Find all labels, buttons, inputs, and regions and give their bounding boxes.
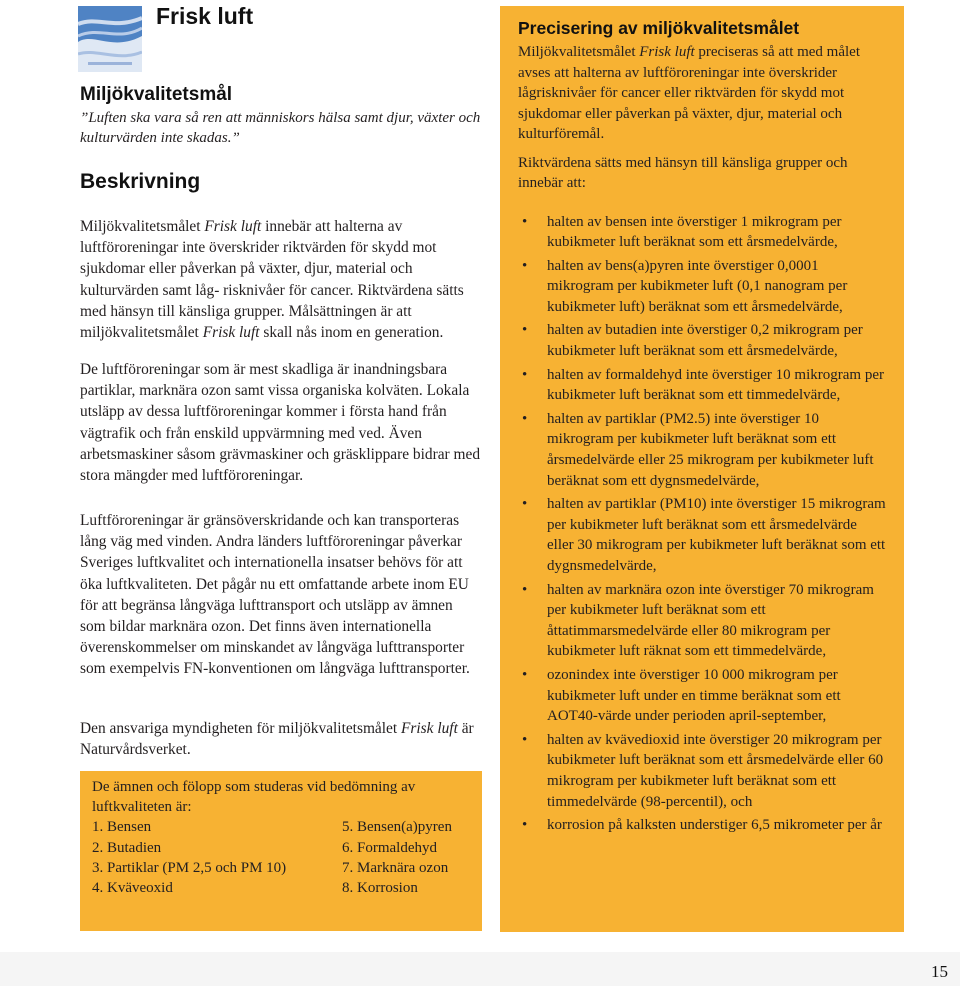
precisering-panel <box>500 6 904 932</box>
criteria-list <box>518 212 886 836</box>
studied-substances-intro: De ämnen och fölopp som studeras vid bedömning av luftkvaliteten är: <box>92 779 416 816</box>
list-item: 3. Partiklar (PM 2,5 och PM 10) <box>92 859 287 876</box>
footer-band <box>0 952 960 986</box>
criteria-item: • halten av butadien inte överstiger 0,2 mikrogram per kubikmeter luft beräknat som ett årsmedelvärde, <box>518 320 886 361</box>
criteria-item: • korrosion på kalksten understiger 6,5 mikrometer per år <box>518 815 886 836</box>
goal-name-italic: Frisk luft <box>400 720 458 737</box>
criteria-item: • halten av marknära ozon inte överstiger 70 mikrogram per kubikmeter luft beräknat som ett åttatimmarsmedelvärde eller 80 mikrogram per kubikmeter luft räknat som ett timmedelvärde, <box>518 580 886 662</box>
criteria-item: • halten av formaldehyd inte överstiger 10 mikrogram per kubikmeter luft beräknat som ett timmedelvärde, <box>518 365 886 406</box>
list-item: 8. Korrosion <box>342 880 418 897</box>
studied-substances-box <box>80 771 482 931</box>
description-paragraph-4: Den ansvariga myndigheten för miljökvalitetsmålet Frisk luft är Naturvårdsverket. <box>80 720 474 759</box>
goal-name-italic: Frisk luft <box>202 324 260 342</box>
list-item: 2. Butadien <box>92 839 162 856</box>
list-item: 4. Kväveoxid <box>92 880 173 897</box>
precisering-paragraph-2: Riktvärdena sätts med hänsyn till känsliga grupper och innebär att: <box>518 154 848 191</box>
precisering-heading: Precisering av miljökvalitetsmålet <box>518 18 800 38</box>
list-item: 7. Marknära ozon <box>342 859 449 876</box>
precisering-paragraph-1: Miljökvalitetsmålet Frisk luft preciseras så att med målet avses att halterna av luftföroreningar inte överskrider lågrisknivåer för cancer eller riktvärden för skydd mot sjukdomar eller påverkan på växter, djur, material och kulturföremål. <box>518 44 861 142</box>
description-paragraph-2: De luftföroreningar som är mest skadliga är inandningsbara partiklar, marknära ozon samt vissa organiska kolväten. Lokala utsläpp av dessa luftföroreningar kommer i första hand från vägtrafik och från enskild uppvärmning med ved. Även arbetsmaskiner såsom grävmaskiner och gräsklippare bidrar med stora mängder med luftföroreningar. <box>80 361 481 485</box>
list-item: 1. Bensen <box>92 819 152 836</box>
criteria-item: • halten av bensen inte överstiger 1 mikrogram per kubikmeter luft beräknat som ett årsmedelvärde, <box>518 212 886 253</box>
description-paragraph-3: Luftföroreningar är gränsöverskridande och kan transporteras lång väg med vinden. Andra länders luftföroreningar påverkar Sveriges luftkvalitet och internationella insatser behövs för att öka luftkvaliteten. Det pågår nu ett omfattande arbete inom EU för att begränsa långväga lufttransport och utsläpp av ämnen som bildar marknära ozon. Det finns även internationella överenskommelser om minskandet av långväga lufttransporter som exempelvis FN-konventionen om långväga lufttransporter. <box>80 512 470 678</box>
criteria-item: • halten av kvävedioxid inte överstiger 20 mikrogram per kubikmeter luft beräknat som ett årsmedelvärde eller 60 mikrogram per kubikmeter luft beräknat som ett timmedelvärde (98-percentil), och <box>518 730 886 812</box>
criteria-item: • halten av partiklar (PM2.5) inte överstiger 10 mikrogram per kubikmeter luft beräknat som ett årsmedelvärde eller 25 mikrogram per kubikmeter luft beräknat som ett dygnsmedelvärde, <box>518 409 886 491</box>
page-number: 15 <box>931 962 948 981</box>
page-title: Frisk luft <box>156 3 254 29</box>
criteria-item: • halten av partiklar (PM10) inte överstiger 15 mikrogram per kubikmeter luft beräknat som ett årsmedelvärde eller 30 mikrogram per kubikmeter luft beräknat som ett dygnsmedelvärde, <box>518 494 886 576</box>
list-item: 5. Bensen(a)pyren <box>342 819 452 836</box>
goal-name-italic: Frisk luft <box>204 218 262 235</box>
beskrivning-heading: Beskrivning <box>80 170 201 193</box>
list-item: 6. Formaldehyd <box>342 839 437 856</box>
description-paragraph-1: Miljökvalitetsmålet Frisk luft innebär att halterna av luftföroreningar inte överskrider riktvärden för skydd mot sjukdomar eller påverkan på växter, djur, material och kulturvärden samt låg- risknivåer för cancer. Riktvärdena sätts med hänsyn till känsliga grupper. Målsättningen är att miljökvalitetsmålet Frisk luft skall nås inom en generation. <box>80 218 464 342</box>
studied-substances-list <box>92 817 468 898</box>
criteria-item: • ozonindex inte överstiger 10 000 mikrogram per kubikmeter luft under en timme beräknat som ett AOT40-värde under perioden april-september, <box>518 665 886 727</box>
criteria-item: • halten av bens(a)pyren inte överstiger 0,0001 mikrogram per kubikmeter luft (0,1 nanogram per kubikmeter luft) beräknat som ett årsmedelvärde, <box>518 256 886 318</box>
goal-quote: ”Luften ska vara så ren att människors hälsa samt djur, växter och kulturvärden inte skadas.” <box>80 110 481 146</box>
frisk-luft-logo <box>78 6 142 72</box>
goal-name-italic: Frisk luft <box>639 44 695 60</box>
miljokvalitetsmal-heading: Miljökvalitetsmål <box>80 84 233 105</box>
